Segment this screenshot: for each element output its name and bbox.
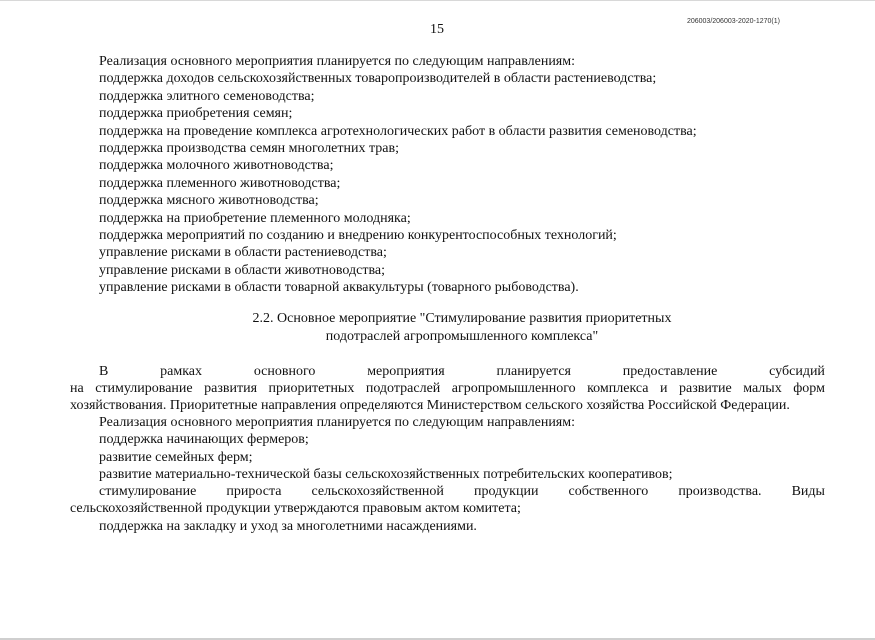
word: стимулирование <box>95 381 193 396</box>
list-item: поддержка производства семян многолетних трав; <box>99 141 400 156</box>
document-code: 206003/206003-2020-1270(1) <box>686 18 780 25</box>
paragraph-last-line: хозяйствования. Приоритетные направления определяются Министерством сельского хозяйства Российской Федерации. <box>70 398 790 413</box>
word: стимулирование <box>99 484 197 499</box>
word: подотраслей <box>365 381 441 396</box>
word: комплекса <box>587 381 649 396</box>
page-number: 15 <box>430 22 444 37</box>
scan-top-edge <box>0 0 875 1</box>
word: субсидий <box>769 364 825 379</box>
list-item: поддержка элитного семеноводства; <box>99 89 315 104</box>
list-item: поддержка молочного животноводства; <box>99 158 334 173</box>
list-item: развитие материально-технической базы сельскохозяйственных потребительских кооперативов; <box>99 467 673 482</box>
word: сельскохозяйственной <box>311 484 444 499</box>
word: малых <box>743 381 782 396</box>
list-item: поддержка на закладку и уход за многолетними насаждениями. <box>99 519 477 534</box>
list-item: управление рисками в области животноводства; <box>99 263 386 278</box>
word: агропромышленного <box>451 381 576 396</box>
section-heading-line-1: 2.2. Основное мероприятие "Стимулирование развития приоритетных <box>252 311 672 326</box>
list-item: поддержка на приобретение племенного молодняка; <box>99 211 411 226</box>
justified-paragraph-line <box>70 380 825 397</box>
justified-list-item-line <box>99 483 825 500</box>
word: предоставление <box>622 364 718 379</box>
word: Виды <box>791 484 825 499</box>
section-heading-line-2: подотраслей агропромышленного комплекса" <box>325 329 599 344</box>
list-item: поддержка мероприятий по созданию и внедрению конкурентоспособных технологий; <box>99 228 617 243</box>
list-item: поддержка начинающих фермеров; <box>99 432 309 447</box>
word: рамках <box>160 364 203 379</box>
list-item: поддержка доходов сельскохозяйственных товаропроизводителей в области растениеводства; <box>99 71 657 86</box>
list-item: управление рисками в области растениеводства; <box>99 245 387 260</box>
list-item: развитие семейных ферм; <box>99 450 253 465</box>
word: форм <box>793 381 825 396</box>
word: продукции <box>473 484 539 499</box>
word: на <box>70 381 84 396</box>
list-item: поддержка на проведение комплекса агротехнологических работ в области развития семеноводства; <box>99 124 697 139</box>
word: мероприятия <box>367 364 445 379</box>
word: планируется <box>496 364 571 379</box>
word: В <box>99 364 109 379</box>
list-item: управление рисками в области товарной аквакультуры (товарного рыбоводства). <box>99 280 579 295</box>
list-item: поддержка приобретения семян; <box>99 106 293 121</box>
word: развитие <box>679 381 732 396</box>
word: и <box>660 381 668 396</box>
word: развития <box>204 381 258 396</box>
list-item: поддержка мясного животноводства; <box>99 193 319 208</box>
word: основного <box>253 364 316 379</box>
word: собственного <box>568 484 649 499</box>
word: производства. <box>678 484 762 499</box>
justified-paragraph-line <box>99 363 825 380</box>
word: приоритетных <box>268 381 355 396</box>
paragraph-intro: Реализация основного мероприятия планируется по следующим направлениям: <box>99 54 575 69</box>
list-item-continuation: сельскохозяйственной продукции утверждаются правовым актом комитета; <box>70 501 521 516</box>
list-item: поддержка племенного животноводства; <box>99 176 341 191</box>
word: прироста <box>226 484 282 499</box>
paragraph-intro: Реализация основного мероприятия планируется по следующим направлениям: <box>99 415 575 430</box>
